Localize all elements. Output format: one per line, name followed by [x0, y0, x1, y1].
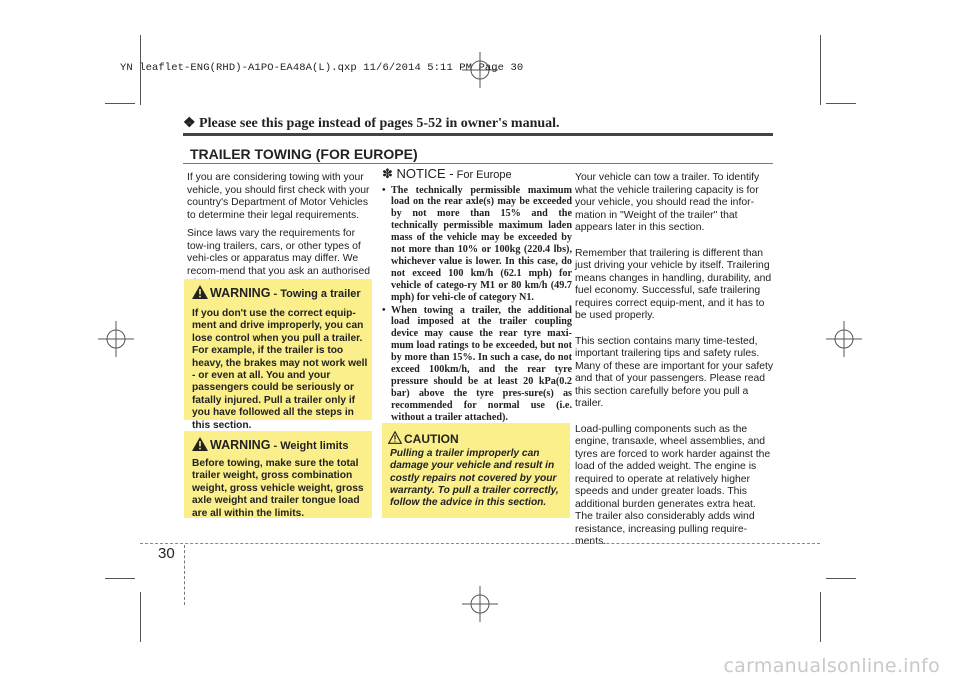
registration-mark-icon [98, 321, 134, 357]
crop-mark [105, 578, 135, 579]
notice-list [382, 185, 572, 424]
crop-mark [820, 35, 821, 105]
section-title: TRAILER TOWING (FOR EUROPE) [190, 146, 418, 162]
warning-heading [210, 287, 361, 300]
body-paragraph: Your vehicle can tow a trailer. To identify what the vehicle trailering capacity is for your vehicle, you should read the infor-mation in "Weight of the trailer" that appears later in this section. [575, 172, 760, 233]
caution-triangle-icon [388, 431, 402, 444]
warning-body: Before towing, make sure the total trailer weight, gross combination weight, gross vehicle weight, gross axle weight and trailer tongue load are all within the limits. [192, 458, 364, 519]
caution-box [382, 423, 570, 518]
notice-column [382, 168, 572, 425]
warning-label: WARNING [210, 438, 271, 452]
warning-towing-box [184, 279, 372, 431]
crop-mark [826, 103, 856, 104]
intro-column [187, 172, 374, 297]
body-paragraph: This section contains many time-tested, important trailering tips and safety rules. Many of these are important for your safety and that of your passengers. Please read this section carefully before you pull a trailer. [575, 335, 774, 409]
registration-mark-icon [462, 586, 498, 622]
print-slug: YN leaflet-ENG(RHD)-A1PO-EA48A(L).qxp 11/6/2014 5:11 PM Page 30 [120, 62, 524, 74]
list-item: • The technically permissible maximum load on the rear axle(s) may be exceeded by not more than 15% and the technically permissible maximum laden mass of the vehicle may be exceeded by not more than 10% or 100kg (220.4 lbs), whichever value is lower. In this case, do not exceed 100 km/h (62.1 mph) for vehicle of catego-ry M1 or 80 km/h (49.7 mph) for vehi-cle of category N1. [382, 185, 572, 304]
warning-triangle-icon [192, 437, 208, 451]
crop-mark [140, 592, 141, 642]
intro-paragraph: Since laws vary the requirements for tow-ing trailers, cars, or other types of vehi-cles or apparatus may differ. We recom-mend that you ask an authorised [187, 228, 371, 277]
watermark [0, 655, 960, 678]
body-paragraph: Load-pulling components such as the engine, transaxle, wheel assemblies, and tyres are forced to work harder against the load of the added weight. The engine is required to operate at relatively higher speeds and under greater loads. This additional burden generates extra heat. The trailer also considerably adds wind resistance, increasing pulling require-ments. [575, 423, 771, 547]
footer-rule [140, 543, 820, 544]
caution-label: CAUTION [404, 432, 459, 446]
page-banner: ❖ Please see this page instead of pages 5-52 in owner's manual. [183, 116, 560, 131]
registration-mark-icon [826, 321, 862, 357]
right-column [575, 172, 775, 555]
caution-body: Pulling a trailer improperly can damage your vehicle and result in costly repairs not covered by your warranty. To pull a trailer correctly, follow the advice in this section. [390, 448, 559, 509]
warning-label: WARNING [210, 286, 271, 300]
title-rule [183, 163, 773, 164]
footer-divider [184, 545, 185, 605]
body-paragraph: Remember that trailering is different than just driving your vehicle by itself. Trailering means changes in handling, durability, and fuel economy. Successful, safe trailering requires correct equip-ment, and it has to be used properly. [575, 247, 772, 321]
notice-label: ✽ NOTICE - [382, 166, 454, 181]
list-item: • When towing a trailer, the additional load imposed at the trailer coupling device may cause the rear tyre maxi-mum load ratings to be exceeded, but not by more than 15%. In such a case, do not exceed 100km/h, and the rear tyre pressure should be at least 20 kPa(0.2 bar) above the tyre pres-sure(s) as recommended for normal use (i.e. without a trailer attached). [382, 305, 572, 424]
warning-sublabel: - Weight limits [270, 440, 349, 452]
watermark-text: carmanualsonline.info [723, 655, 940, 677]
crop-mark [820, 592, 821, 642]
warning-weight-box [184, 431, 372, 518]
crop-mark [826, 578, 856, 579]
warning-triangle-icon [192, 285, 208, 299]
warning-sublabel: - Towing a trailer [270, 288, 361, 300]
notice-heading [382, 168, 572, 182]
crop-mark [105, 103, 135, 104]
page-number: 30 [158, 545, 175, 562]
banner-rule [183, 133, 773, 136]
intro-paragraph: If you are considering towing with your vehicle, you should first check with your country's Department of Motor Vehicles to determine their legal requirements. [187, 172, 370, 221]
warning-heading [210, 439, 348, 452]
notice-sublabel: For Europe [453, 169, 512, 181]
warning-body: If you don't use the correct equip-ment and drive improperly, you can lose control when you pull a trailer. For example, if the trailer is too heavy, the brakes may not work well - or even at all. You and your passengers could be seriously or fatally injured. Pull a trailer only if you have followed all the steps in this section. [192, 308, 368, 431]
